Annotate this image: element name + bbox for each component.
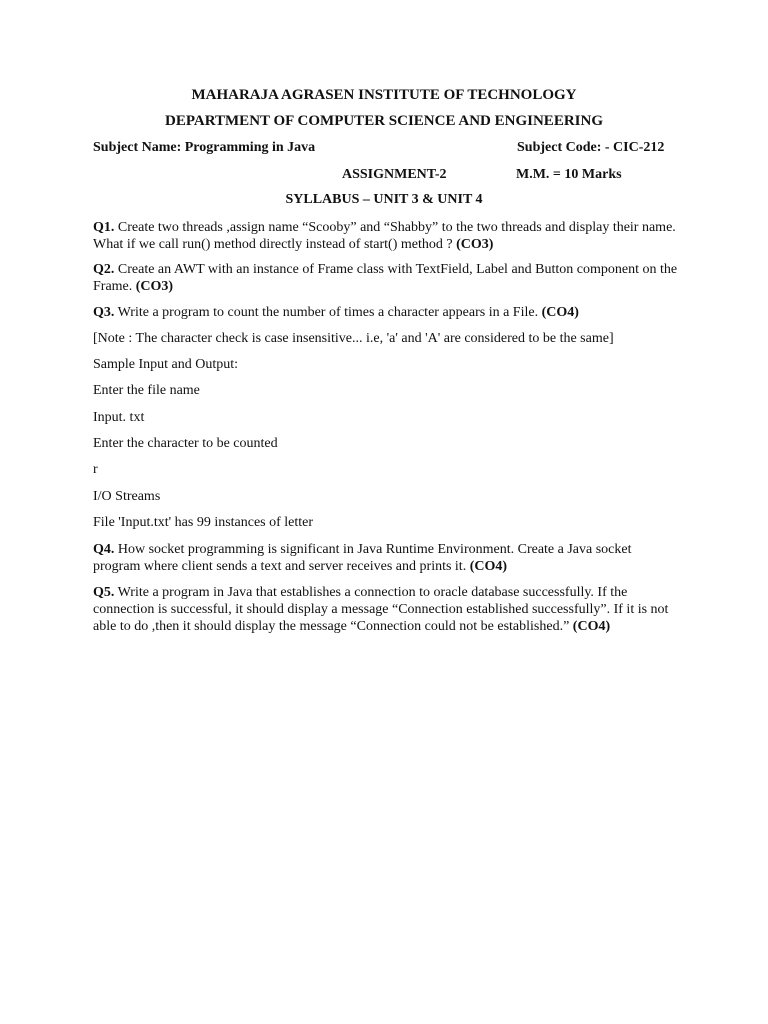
sample-io-line: Enter the file name	[93, 383, 200, 398]
department-title: DEPARTMENT OF COMPUTER SCIENCE AND ENGINEERING	[165, 113, 603, 129]
subject-code: Subject Code: - CIC-212	[517, 140, 665, 155]
question-5	[93, 584, 678, 635]
question-text: Write a program to count the number of times a character appears in a File.	[117, 305, 539, 320]
course-outcome-tag: (CO3)	[135, 279, 174, 294]
question-4	[93, 541, 678, 575]
assignment-title: ASSIGNMENT-2	[342, 167, 447, 182]
course-outcome-tag: (CO4)	[572, 619, 611, 634]
course-outcome-tag: (CO4)	[469, 559, 508, 574]
question-2	[93, 261, 678, 295]
question-number: Q2.	[93, 262, 115, 277]
question-number: Q4.	[93, 542, 115, 557]
course-outcome-tag: (CO4)	[541, 305, 579, 320]
question-3	[93, 304, 678, 321]
sample-io-line: File 'Input.txt' has 99 instances of letter	[93, 515, 314, 530]
question-number: Q1.	[93, 220, 115, 235]
question-number: Q5.	[93, 585, 115, 600]
question-text: Write a program in Java that establishes a connection to oracle database successfully. If the connection is successful, it should display a message “Connection established successfully”. If it is not able to do ,then it should display the message “Connection could not be established.”	[93, 585, 669, 634]
institute-title: MAHARAJA AGRASEN INSTITUTE OF TECHNOLOGY	[191, 87, 577, 103]
question-text: Create an AWT with an instance of Frame class with TextField, Label and Button component on the Frame.	[93, 262, 678, 294]
question-text: Create two threads ,assign name “Scooby” and “Shabby” to the two threads and display their name. What if we call run() method directly instead of start() method ?	[93, 220, 676, 252]
sample-io-line: Input. txt	[93, 410, 145, 425]
syllabus-heading: SYLLABUS – UNIT 3 & UNIT 4	[285, 192, 483, 207]
q3-note: [Note : The character check is case insensitive... i.e, 'a' and 'A' are considered to be the same]	[93, 331, 614, 346]
sample-io-line: Enter the character to be counted	[93, 436, 278, 451]
question-text: How socket programming is significant in Java Runtime Environment. Create a Java socket program where client sends a text and server receives and prints it.	[93, 542, 632, 574]
max-marks: M.M. = 10 Marks	[516, 167, 622, 182]
question-number: Q3.	[93, 305, 115, 320]
course-outcome-tag: (CO3)	[456, 237, 494, 252]
sample-io-line: I/O Streams	[93, 489, 161, 504]
subject-name: Subject Name: Programming in Java	[93, 140, 316, 155]
sample-io-heading: Sample Input and Output:	[93, 357, 239, 372]
question-1	[93, 219, 678, 253]
sample-io-line: r	[93, 462, 98, 477]
